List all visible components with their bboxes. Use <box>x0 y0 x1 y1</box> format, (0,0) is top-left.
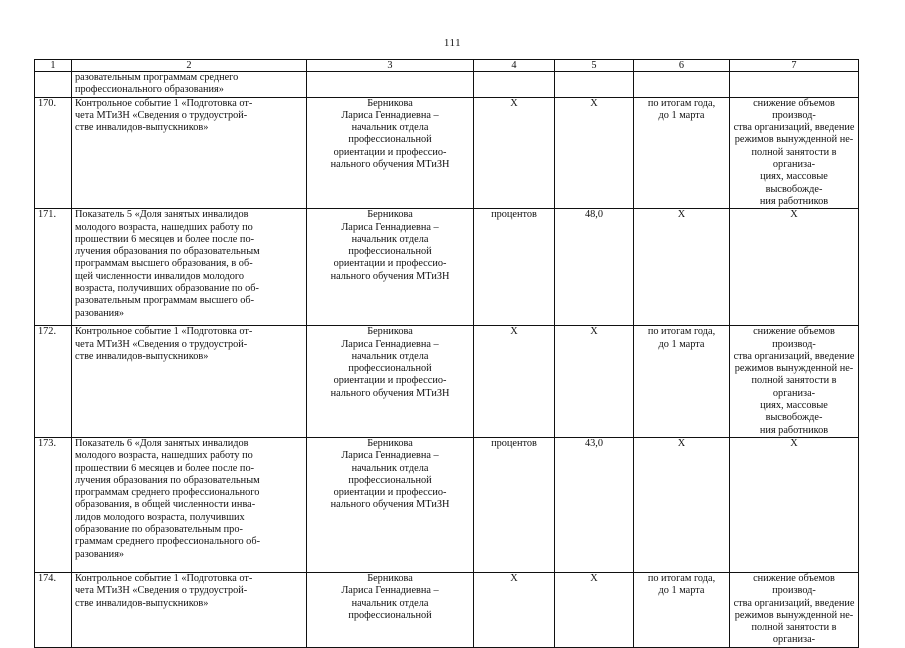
row-risk <box>730 72 859 98</box>
row-unit: Х <box>474 326 555 438</box>
row-number: 174. <box>35 572 72 647</box>
row-responsible: Берникова Лариса Геннадиевна – начальник отдела профессиональной <box>307 572 474 647</box>
row-risk: снижение объемов производ- ства организаций, введение режимов вынужденной не- полной занятости в организа- циях, массовые высвобожде- ния работников <box>730 326 859 438</box>
row-unit: Х <box>474 97 555 209</box>
row-term <box>634 72 730 98</box>
row-description: Контрольное событие 1 «Подготовка от- чета МТиЗН «Сведения о трудоустрой- стве инвалидов-выпускников» <box>72 572 307 647</box>
row-term: Х <box>634 209 730 326</box>
column-header: 1 <box>35 60 72 72</box>
row-risk: Х <box>730 209 859 326</box>
column-header: 7 <box>730 60 859 72</box>
column-number-header <box>35 60 859 72</box>
row-term: Х <box>634 437 730 572</box>
row-description: Показатель 6 «Доля занятых инвалидов молодого возраста, нашедших работу по прошествии 6 месяцев и более после по- лучения образования по образовательным программам среднего профессионального образования, в общей численности инва- лидов молодого возраста, получивших образование по образовательным про- граммам среднего профессионального об- разования» <box>72 437 307 572</box>
table-row <box>35 437 859 572</box>
column-header: 2 <box>72 60 307 72</box>
page-number: 111 <box>443 37 462 49</box>
table-row <box>35 572 859 647</box>
row-number: 171. <box>35 209 72 326</box>
row-number <box>35 72 72 98</box>
table-row <box>35 209 859 326</box>
row-term: по итогам года, до 1 марта <box>634 97 730 209</box>
row-description: Контрольное событие 1 «Подготовка от- чета МТиЗН «Сведения о трудоустрой- стве инвалидов-выпускников» <box>72 97 307 209</box>
row-risk: Х <box>730 437 859 572</box>
table-row-continuation <box>35 72 859 98</box>
row-responsible: Берникова Лариса Геннадиевна – начальник отдела профессиональной ориентации и профессио- нального обучения МТиЗН <box>307 97 474 209</box>
row-term: по итогам года, до 1 марта <box>634 572 730 647</box>
row-number: 173. <box>35 437 72 572</box>
table-row <box>35 97 859 209</box>
row-number: 170. <box>35 97 72 209</box>
plan-table <box>34 59 859 648</box>
row-responsible <box>307 72 474 98</box>
row-risk: снижение объемов производ- ства организаций, введение режимов вынужденной не- полной занятости в организа- циях, массовые высвобожде- ния работников <box>730 97 859 209</box>
table-row <box>35 326 859 438</box>
row-number: 172. <box>35 326 72 438</box>
column-header: 5 <box>555 60 634 72</box>
row-unit: процентов <box>474 437 555 572</box>
row-value: 48,0 <box>555 209 634 326</box>
row-value: Х <box>555 572 634 647</box>
column-header: 4 <box>474 60 555 72</box>
row-description: разовательным программам среднего профессионального образования» <box>72 72 307 98</box>
row-value <box>555 72 634 98</box>
row-risk: снижение объемов производ- ства организаций, введение режимов вынужденной не- полной занятости в организа- <box>730 572 859 647</box>
column-header: 3 <box>307 60 474 72</box>
row-description: Показатель 5 «Доля занятых инвалидов молодого возраста, нашедших работу по прошествии 6 месяцев и более после по- лучения образования по образовательным программам высшего образования, в об- щей численности инвалидов молодого возраста, получивших образование по об- разовательным программам высшего об- разования» <box>72 209 307 326</box>
row-responsible: Берникова Лариса Геннадиевна – начальник отдела профессиональной ориентации и профессио- нального обучения МТиЗН <box>307 209 474 326</box>
row-unit <box>474 72 555 98</box>
column-header: 6 <box>634 60 730 72</box>
row-value: Х <box>555 326 634 438</box>
row-responsible: Берникова Лариса Геннадиевна – начальник отдела профессиональной ориентации и профессио- нального обучения МТиЗН <box>307 437 474 572</box>
row-description: Контрольное событие 1 «Подготовка от- чета МТиЗН «Сведения о трудоустрой- стве инвалидов-выпускников» <box>72 326 307 438</box>
row-value: 43,0 <box>555 437 634 572</box>
row-responsible: Берникова Лариса Геннадиевна – начальник отдела профессиональной ориентации и профессио- нального обучения МТиЗН <box>307 326 474 438</box>
row-unit: процентов <box>474 209 555 326</box>
row-unit: Х <box>474 572 555 647</box>
row-value: Х <box>555 97 634 209</box>
row-term: по итогам года, до 1 марта <box>634 326 730 438</box>
